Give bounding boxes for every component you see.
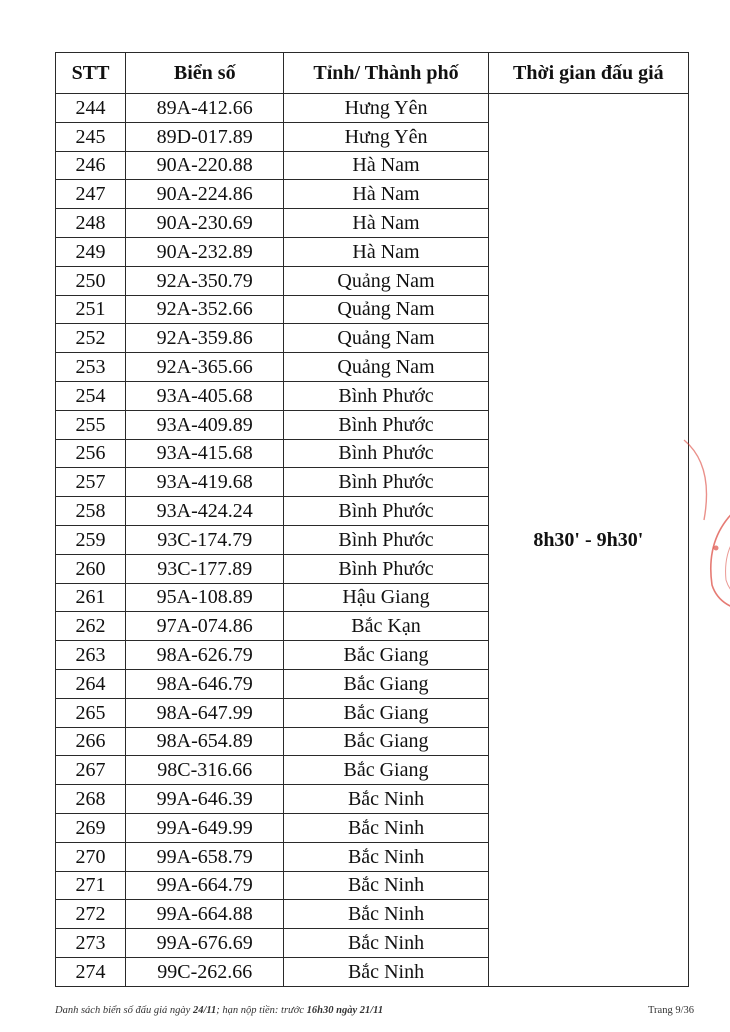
table-body — [56, 94, 689, 987]
cell-province: Bình Phước — [284, 554, 488, 583]
stamp-inner-arc — [726, 520, 730, 602]
cell-plate: 99A-649.99 — [126, 813, 284, 842]
cell-plate: 99A-658.79 — [126, 842, 284, 871]
cell-province: Bắc Ninh — [284, 813, 488, 842]
header-time: Thời gian đấu giá — [488, 53, 688, 94]
cell-province: Quảng Nam — [284, 266, 488, 295]
footer-text-2: ; hạn nộp tiền: trước — [216, 1005, 307, 1016]
cell-province: Quảng Nam — [284, 324, 488, 353]
cell-stt: 249 — [56, 237, 126, 266]
header-stt: STT — [56, 53, 126, 94]
cell-stt: 272 — [56, 900, 126, 929]
cell-province: Bình Phước — [284, 381, 488, 410]
cell-plate: 90A-230.69 — [126, 209, 284, 238]
table-row — [56, 94, 689, 123]
cell-province: Bắc Giang — [284, 698, 488, 727]
cell-province: Hà Nam — [284, 209, 488, 238]
cell-plate: 92A-352.66 — [126, 295, 284, 324]
header-plate: Biển số — [126, 53, 284, 94]
cell-plate: 90A-220.88 — [126, 151, 284, 180]
cell-plate: 93A-424.24 — [126, 497, 284, 526]
cell-province: Hà Nam — [284, 180, 488, 209]
cell-province: Bắc Giang — [284, 641, 488, 670]
cell-plate: 93C-177.89 — [126, 554, 284, 583]
cell-plate: 93A-409.89 — [126, 410, 284, 439]
cell-plate: 92A-359.86 — [126, 324, 284, 353]
cell-stt: 245 — [56, 122, 126, 151]
cell-plate: 90A-224.86 — [126, 180, 284, 209]
cell-province: Bắc Ninh — [284, 871, 488, 900]
cell-plate: 92A-350.79 — [126, 266, 284, 295]
cell-stt: 247 — [56, 180, 126, 209]
footer-note — [55, 1005, 383, 1016]
cell-stt: 251 — [56, 295, 126, 324]
cell-stt: 253 — [56, 353, 126, 382]
cell-stt: 271 — [56, 871, 126, 900]
cell-province: Bắc Ninh — [284, 785, 488, 814]
stamp-outer-arc — [711, 500, 730, 612]
cell-plate: 99A-676.69 — [126, 929, 284, 958]
cell-plate: 92A-365.66 — [126, 353, 284, 382]
header-province: Tỉnh/ Thành phố — [284, 53, 488, 94]
cell-plate: 95A-108.89 — [126, 583, 284, 612]
cell-stt: 246 — [56, 151, 126, 180]
cell-stt: 273 — [56, 929, 126, 958]
cell-stt: 266 — [56, 727, 126, 756]
cell-province: Hưng Yên — [284, 94, 488, 123]
cell-stt: 267 — [56, 756, 126, 785]
cell-province: Hậu Giang — [284, 583, 488, 612]
cell-province: Quảng Nam — [284, 353, 488, 382]
cell-province: Bình Phước — [284, 468, 488, 497]
cell-province: Bình Phước — [284, 439, 488, 468]
cell-stt: 269 — [56, 813, 126, 842]
stamp-star — [714, 546, 719, 551]
cell-province: Bình Phước — [284, 410, 488, 439]
cell-province: Bắc Giang — [284, 756, 488, 785]
cell-province: Bắc Giang — [284, 669, 488, 698]
cell-stt: 244 — [56, 94, 126, 123]
cell-stt: 258 — [56, 497, 126, 526]
cell-plate: 98A-654.89 — [126, 727, 284, 756]
cell-stt: 260 — [56, 554, 126, 583]
cell-province: Bình Phước — [284, 525, 488, 554]
cell-plate: 98A-647.99 — [126, 698, 284, 727]
cell-plate: 98A-626.79 — [126, 641, 284, 670]
cell-plate: 90A-232.89 — [126, 237, 284, 266]
cell-plate: 99C-262.66 — [126, 957, 284, 986]
cell-province: Bắc Kạn — [284, 612, 488, 641]
page-number: Trang 9/36 — [648, 1005, 694, 1016]
cell-province: Bình Phước — [284, 497, 488, 526]
cell-plate: 99A-664.88 — [126, 900, 284, 929]
cell-plate: 98C-316.66 — [126, 756, 284, 785]
header-row — [56, 53, 689, 94]
cell-plate: 89A-412.66 — [126, 94, 284, 123]
cell-province: Bắc Ninh — [284, 900, 488, 929]
cell-plate: 99A-664.79 — [126, 871, 284, 900]
cell-stt: 259 — [56, 525, 126, 554]
cell-province: Bắc Ninh — [284, 842, 488, 871]
cell-province: Bắc Ninh — [284, 929, 488, 958]
cell-stt: 252 — [56, 324, 126, 353]
cell-stt: 250 — [56, 266, 126, 295]
cell-stt: 274 — [56, 957, 126, 986]
footer-date: 24/11 — [192, 1005, 217, 1016]
cell-auction-time: 8h30' - 9h30' — [488, 94, 688, 987]
cell-stt: 248 — [56, 209, 126, 238]
cell-plate: 93A-405.68 — [126, 381, 284, 410]
cell-stt: 257 — [56, 468, 126, 497]
cell-plate: 97A-074.86 — [126, 612, 284, 641]
cell-stt: 255 — [56, 410, 126, 439]
cell-province: Quảng Nam — [284, 295, 488, 324]
footer-text-1: Danh sách biển số đấu giá ngày — [55, 1005, 193, 1016]
cell-province: Bắc Giang — [284, 727, 488, 756]
cell-plate: 93A-415.68 — [126, 439, 284, 468]
cell-plate: 89D-017.89 — [126, 122, 284, 151]
cell-stt: 265 — [56, 698, 126, 727]
cell-stt: 254 — [56, 381, 126, 410]
cell-plate: 93A-419.68 — [126, 468, 284, 497]
auction-plate-table — [55, 52, 689, 987]
footer-deadline: 16h30 ngày 21/11 — [306, 1005, 384, 1016]
cell-stt: 262 — [56, 612, 126, 641]
cell-stt: 270 — [56, 842, 126, 871]
cell-stt: 263 — [56, 641, 126, 670]
cell-province: Hưng Yên — [284, 122, 488, 151]
cell-province: Hà Nam — [284, 151, 488, 180]
cell-stt: 268 — [56, 785, 126, 814]
cell-plate: 99A-646.39 — [126, 785, 284, 814]
cell-province: Bắc Ninh — [284, 957, 488, 986]
cell-plate: 93C-174.79 — [126, 525, 284, 554]
cell-stt: 261 — [56, 583, 126, 612]
cell-stt: 256 — [56, 439, 126, 468]
cell-plate: 98A-646.79 — [126, 669, 284, 698]
table-header — [56, 53, 689, 94]
cell-stt: 264 — [56, 669, 126, 698]
cell-province: Hà Nam — [284, 237, 488, 266]
